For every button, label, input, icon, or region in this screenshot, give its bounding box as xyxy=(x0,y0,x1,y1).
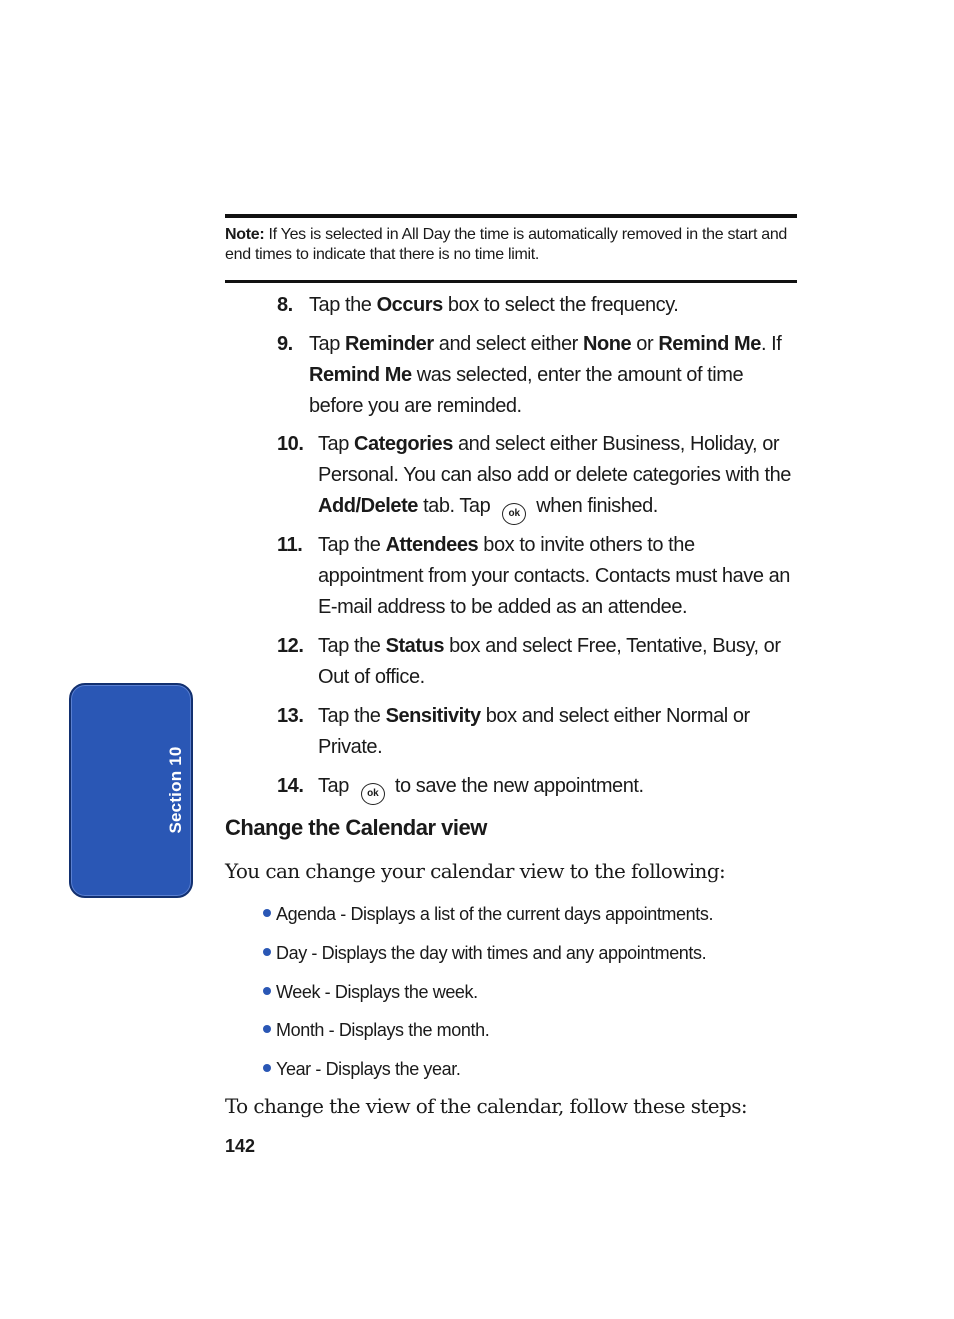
note-box xyxy=(225,214,797,283)
step-11 xyxy=(277,530,797,623)
step-number: 11. xyxy=(277,534,303,556)
step-text: when finished. xyxy=(536,495,658,517)
step-text: box and select Free, Tentative, Busy, or Out of office. xyxy=(318,635,781,688)
list-item xyxy=(263,1059,460,1080)
step-text: and select either xyxy=(433,333,583,355)
step-keyword: Remind Me xyxy=(309,364,412,386)
ok-key-icon: ok xyxy=(502,503,526,525)
note-text: If Yes is selected in All Day the time is automatically removed in the start and end times to indicate that there is no time limit. xyxy=(225,226,788,263)
bullet-icon xyxy=(263,948,271,956)
list-item-text: Day - Displays the day with times and any appointments. xyxy=(276,943,707,963)
step-text: Tap the xyxy=(318,635,386,657)
step-number: 13. xyxy=(277,705,304,727)
step-9 xyxy=(277,329,797,422)
outro-paragraph: To change the view of the calendar, follow these steps: xyxy=(225,1094,748,1118)
step-text: Tap xyxy=(309,333,346,355)
bullet-icon xyxy=(263,1025,271,1033)
step-text: Tap the xyxy=(309,294,377,316)
step-text: or xyxy=(631,333,659,355)
step-13 xyxy=(277,701,797,763)
step-text: . If xyxy=(760,333,782,355)
list-item-text: Year - Displays the year. xyxy=(276,1059,461,1079)
section-heading: Change the Calendar view xyxy=(225,815,487,840)
step-number: 8. xyxy=(277,294,293,316)
step-keyword: Attendees xyxy=(385,534,479,556)
step-text: Tap xyxy=(318,775,349,797)
step-text: and select either Business, Holiday, or Personal. You can also add or delete categories with the xyxy=(318,433,791,486)
list-item-text: Week - Displays the week. xyxy=(276,982,478,1002)
bullet-icon xyxy=(263,909,271,917)
step-keyword: Remind Me xyxy=(658,333,761,355)
step-10 xyxy=(277,429,797,525)
list-item-text: Agenda - Displays a list of the current days appointments. xyxy=(276,904,714,924)
step-text: Tap the xyxy=(318,534,386,556)
step-keyword: Categories xyxy=(354,433,453,455)
step-text: Tap xyxy=(318,433,355,455)
step-keyword: Occurs xyxy=(376,294,443,316)
step-number: 14. xyxy=(277,775,304,797)
step-keyword: None xyxy=(583,333,632,355)
note-label: Note: xyxy=(225,226,265,243)
step-text: box to invite others to the appointment from your contacts. Contacts must have an E-mail address to be added as an attendee. xyxy=(318,534,790,618)
step-12 xyxy=(277,631,797,693)
section-tab-label: Section 10 xyxy=(166,746,185,834)
step-keyword: Sensitivity xyxy=(385,705,481,727)
intro-paragraph: You can change your calendar view to the following: xyxy=(225,859,726,883)
step-number: 9. xyxy=(277,333,293,355)
step-text: box to select the frequency. xyxy=(442,294,679,316)
page-number: 142 xyxy=(225,1136,256,1156)
step-text: Tap the xyxy=(318,705,386,727)
step-keyword: Add/Delete xyxy=(318,495,418,517)
list-item-text: Month - Displays the month. xyxy=(276,1020,490,1040)
step-keyword: Reminder xyxy=(345,333,434,355)
list-item xyxy=(263,1020,489,1041)
list-item xyxy=(263,943,706,964)
step-8 xyxy=(277,290,797,321)
list-item xyxy=(263,904,713,925)
bullet-icon xyxy=(263,1064,271,1072)
bullet-icon xyxy=(263,987,271,995)
step-text: box and select either Normal or Private. xyxy=(318,705,750,758)
step-number: 12. xyxy=(277,635,304,657)
step-14 xyxy=(277,771,797,805)
step-text: tab. Tap xyxy=(417,495,491,517)
step-keyword: Status xyxy=(385,635,444,657)
list-item xyxy=(263,982,478,1003)
step-text: to save the new appointment. xyxy=(394,775,644,797)
step-text: was selected, enter the amount of time before you are reminded. xyxy=(309,364,744,417)
ok-key-icon: ok xyxy=(361,783,385,805)
step-number: 10. xyxy=(277,433,304,455)
